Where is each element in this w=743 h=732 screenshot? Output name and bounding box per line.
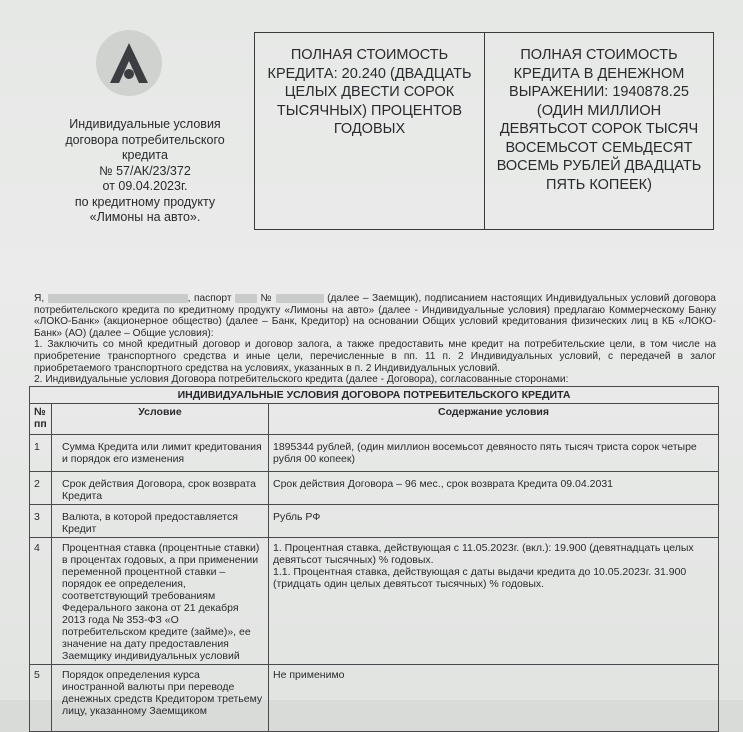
row-condition: Валюта, в которой предоставляется Кредит [52,505,269,538]
redacted-passport-series [235,294,257,303]
intro-p3: 2. Индивидуальные условия Договора потребительского кредита (далее - Договора), согласованные сторонами: [34,374,569,386]
table-header-row [30,404,719,435]
header-line: по кредитному продукту [74,194,216,209]
redacted-passport-number [276,294,324,303]
row-condition: Порядок определения курса иностранной валюты при переводе денежных средств Кредитором третьему лицу, указанному Заемщиком [52,665,269,732]
row-num: 4 [30,538,52,665]
row-content: Срок действия Договора – 96 мес., срок возврата Кредита 09.04.2031 [269,472,719,505]
header-line: Индивидуальные условия [69,117,221,131]
intro-number-sign: № [260,293,273,304]
row-num: 5 [30,665,52,732]
intro-p1 [34,293,716,339]
contract-header [30,117,260,226]
table-row [30,538,719,665]
header-line: кредита [122,148,168,162]
full-cost-money-text: ПОЛНАЯ СТОИМОСТЬ КРЕДИТА В ДЕНЕЖНОМ ВЫРАЖЕНИИ: 1940878.25 (ОДИН МИЛЛИОН ДЕВЯТЬСОТ СОРОК ТЫСЯЧ ВОСЕМЬСОТ СЕМЬДЕСЯТ ВОСЕМЬ РУБЛЕЙ ДВАДЦАТЬ ПЯТЬ КОПЕЕК) [496,47,702,193]
row-num: 2 [30,472,52,505]
intro-rest: (далее – Заемщик), подписанием настоящих Индивидуальных условий договора потребительского кредита по кредитному продукту «Лимоны на авто» (далее - Индивидуальные условия) предлагаю Коммерческому Банку «ЛОКО-Банк» (акционерное общество) (далее – Банк, Кредитор) на основании Общих условий кредитования физических лиц в КБ «ЛОКО-Банк» (АО) (далее – Общие условия): [34,293,716,339]
table-row [30,665,719,732]
redacted-name [48,294,188,303]
row-num: 1 [30,435,52,472]
interest-rate-line-1: 1. Процентная ставка, действующая с 11.05.2023г. (вкл.): 19.900 (девятнадцать целых девятьсот тысячных) % годовых. [273,542,694,566]
bank-logo [96,30,164,96]
col-content-header: Содержание условия [269,404,719,435]
intro-paragraph [34,293,716,386]
intro-start: Я, [34,293,45,304]
table-row [30,435,719,472]
logo-a-icon [108,41,150,85]
row-condition: Срок действия Договора, срок возврата Кредита [52,472,269,505]
intro-p2: 1. Заключить со мной кредитный договор и договор залога, а также предоставить мне кредит на потребительские цели, в том числе на приобретение транспортного средства и иные цели, перечисленные в пп. 11 п. 2 Индивидуальных условий, с передачей в залог приобретаемого транспортного средства на условиях, указанных в п. 2 Индивидуальных условий. [34,339,716,374]
conditions-table [29,386,719,732]
header-line: договора потребительского [65,132,225,147]
row-condition: Сумма Кредита или лимит кредитования и порядок его изменения [52,435,269,472]
row-condition: Процентная ставка (процентные ставки) в процентах годовых, а при применении переменной процентной ставки – порядок ее определения, соответствующий требованиям Федерального закона от 21 декабря 2013 года № 353-ФЗ «О потребительском кредите (займе)», ее значение на дату предоставления Заемщику индивидуальных условий [52,538,269,665]
full-cost-money-box [484,32,714,230]
col-num-header: № пп [30,404,52,435]
row-content: Не применимо [269,665,719,732]
col-condition-header: Условие [52,404,269,435]
row-content: 1895344 рублей, (один миллион восемьсот девяносто пять тысяч триста сорок четыре рубля 00 копеек) [269,435,719,472]
full-cost-percent-text: ПОЛНАЯ СТОИМОСТЬ КРЕДИТА: 20.240 (ДВАДЦАТЬ ЦЕЛЫХ ДВЕСТИ СОРОК ТЫСЯЧНЫХ) ПРОЦЕНТОВ ГОДОВЫХ [267,47,472,137]
table-title: ИНДИВИДУАЛЬНЫЕ УСЛОВИЯ ДОГОВОРА ПОТРЕБИТЕЛЬСКОГО КРЕДИТА [30,387,719,404]
logo-circle [96,30,162,96]
product-name: «Лимоны на авто». [89,210,201,224]
full-cost-percent-box [254,32,485,230]
intro-passport: , паспорт [187,293,232,304]
row-num: 3 [30,505,52,538]
contract-date: от 09.04.2023г. [102,179,188,193]
contract-number: № 57/АК/23/372 [99,163,191,178]
table-row [30,472,719,505]
row-content [269,538,719,665]
row-content: Рубль РФ [269,505,719,538]
interest-rate-line-2: 1.1. Процентная ставка, действующая с даты выдачи кредита до 10.05.2023г. 31.900 (тридцать один целых девятьсот тысячных) % годовых. [273,566,687,590]
table-row [30,505,719,538]
table-title-row [30,387,719,404]
